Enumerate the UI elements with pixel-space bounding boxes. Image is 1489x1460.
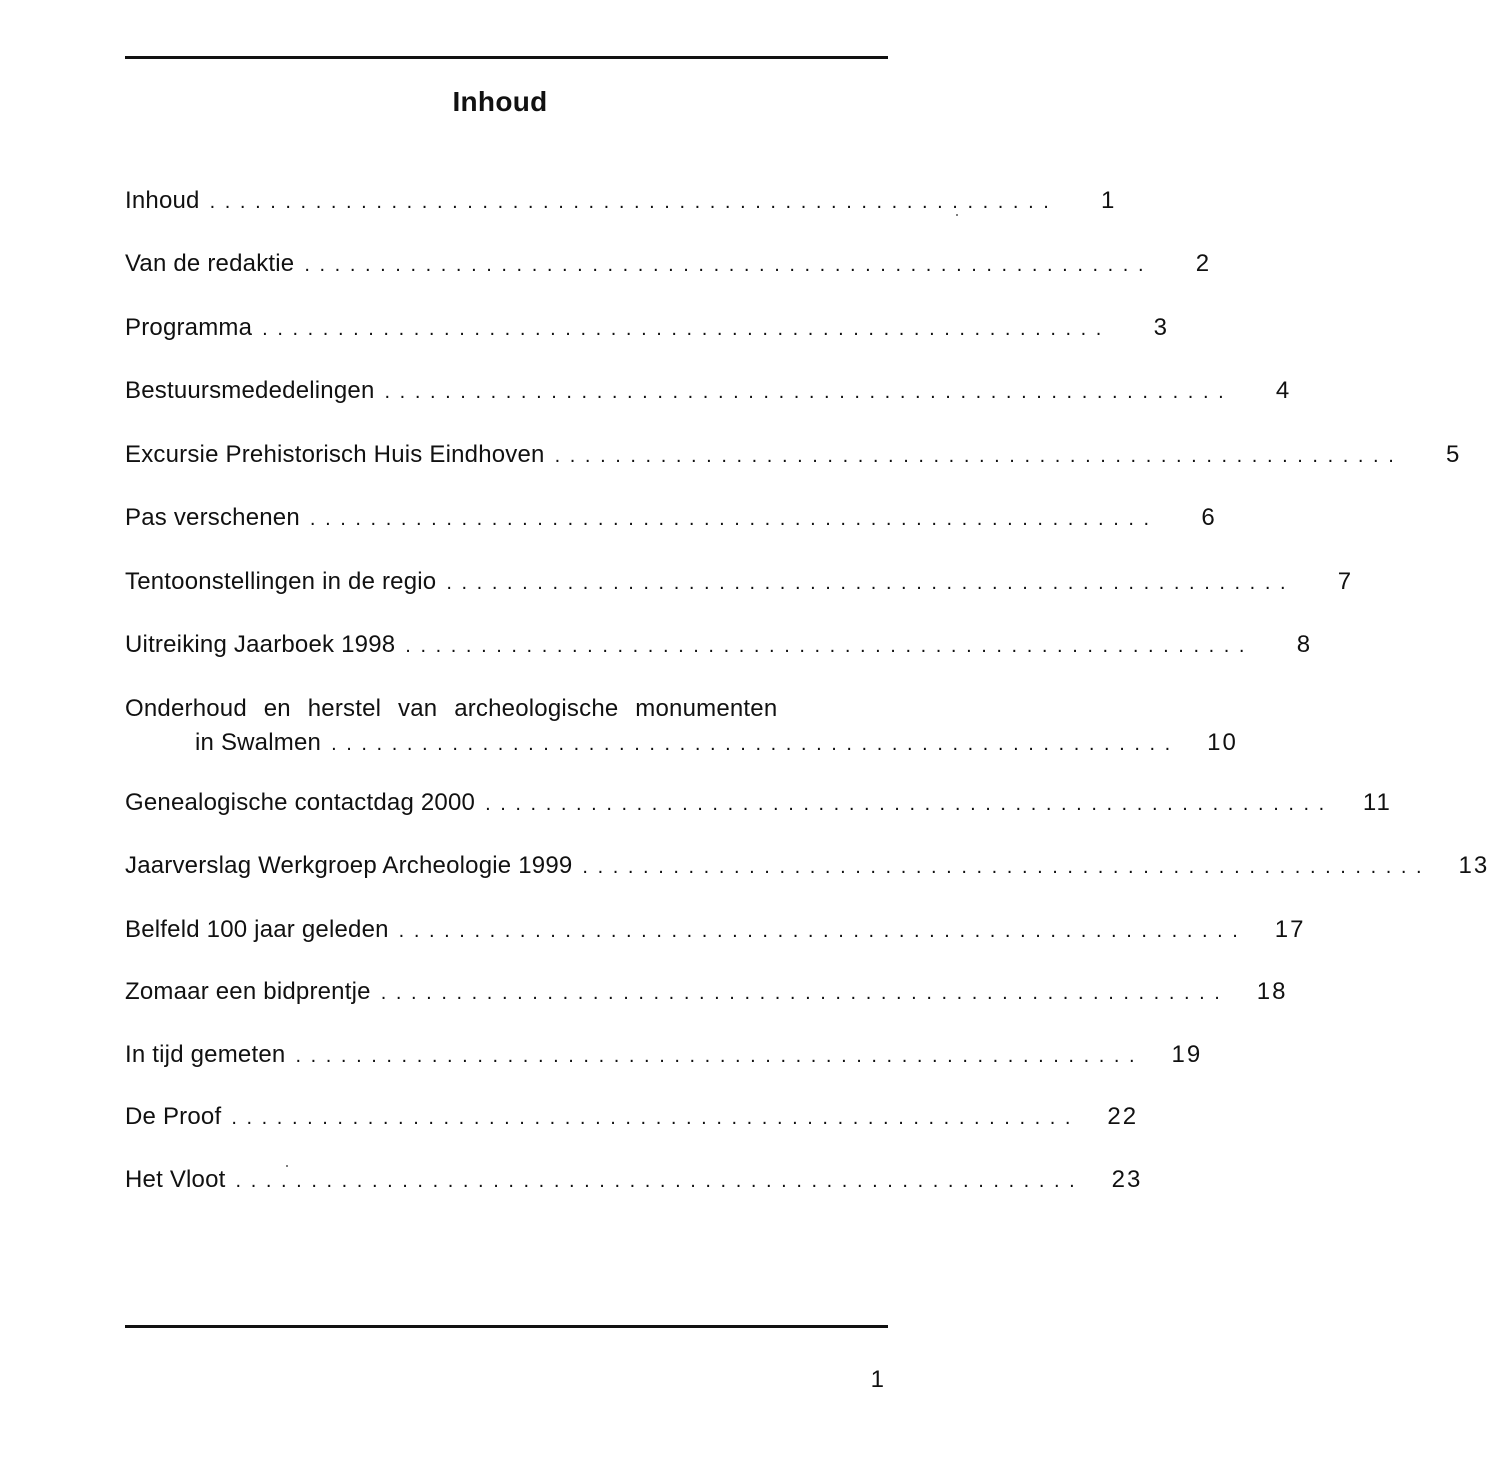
dot-leader: ........................................................ [398,920,1248,942]
toc-entry-page: 2 [1195,250,1212,277]
toc-entry-label-continued: in Swalmen [195,729,322,756]
toc-entry-page: 7 [1337,568,1354,595]
dot-leader: ........................................................ [384,381,1234,403]
toc-entry[interactable] [125,501,1217,535]
toc-entry-page: 18 [1256,978,1288,1005]
toc-entry-label: Tentoonstellingen in de regio [125,568,437,595]
toc-entry[interactable] [125,975,1288,1009]
toc-entry-page: 4 [1275,377,1292,404]
dot-leader: ........................................................ [331,733,1180,755]
toc-entry-label: Excursie Prehistorisch Huis Eindhoven [125,441,545,468]
dot-leader: ........................................................ [309,508,1159,530]
dot-leader: ........................................................ [554,445,1404,467]
toc-entry[interactable] [125,374,1292,408]
toc-entry[interactable] [125,311,1169,345]
top-rule [125,56,888,59]
dot-leader: ........................................................ [446,572,1296,594]
toc-entry[interactable] [125,565,1354,599]
toc-entry[interactable] [125,628,1313,662]
dot-leader: ........................................................ [304,254,1154,276]
toc-entry-label: Van de redaktie [125,250,295,277]
toc-entry[interactable] [125,438,1462,472]
dot-leader: ........................................................ [405,635,1255,657]
bottom-rule [125,1325,888,1328]
toc-entry-label: Onderhoud en herstel van archeologische monumenten [125,695,778,722]
toc-entry-label: Het Vloot [125,1166,226,1193]
dot-leader: ........................................................ [485,793,1334,815]
toc-entry-page: 3 [1153,314,1169,341]
toc-entry-label: Genealogische contactdag 2000 [125,789,476,816]
toc-entry-label: Zomaar een bidprentje [125,978,371,1005]
toc-entry-page: 8 [1296,631,1313,658]
toc-entry-label: Pas verschenen [125,504,300,531]
toc-entry[interactable] [125,786,1392,820]
dot-leader: ........................................................ [295,1045,1145,1067]
toc-entry-page: 23 [1111,1166,1143,1193]
toc-entry[interactable] [125,1038,1203,1072]
dot-leader: ........................................................ [209,191,1059,213]
toc-entry[interactable] [125,1100,1139,1134]
toc-entry-label: Jaarverslag Werkgroep Archeologie 1999 [125,852,573,879]
dot-leader: ........................................................ [262,318,1111,340]
scan-speck [286,1165,288,1167]
toc-entry[interactable] [125,692,1238,760]
dot-leader: ........................................................ [582,856,1432,878]
dot-leader: ........................................................ [380,982,1230,1004]
toc-entry-label: In tijd gemeten [125,1041,286,1068]
toc-entry-page: 11 [1362,789,1392,816]
toc-entry-page: 17 [1274,916,1306,943]
toc-entry-label: Bestuursmededelingen [125,377,375,404]
toc-entry-label: Belfeld 100 jaar geleden [125,916,389,943]
toc-entry-label: Inhoud [125,187,200,214]
toc-entry-page: 13 [1458,852,1489,879]
toc-entry-label: Programma [125,314,253,341]
toc-entry-page: 5 [1446,441,1462,468]
dot-leader: ........................................................ [235,1170,1085,1192]
dot-leader: ........................................................ [231,1107,1081,1129]
toc-entry-page: 1 [1101,187,1117,214]
toc-entry-page: 22 [1107,1103,1139,1130]
page-number: 1 [870,1366,884,1393]
page-title: Inhoud [452,86,548,117]
toc-entry[interactable] [125,184,1117,218]
toc-entry-label: De Proof [125,1103,222,1130]
toc-entry[interactable] [125,1163,1143,1197]
toc-entry-page: 10 [1207,729,1238,756]
toc-entry[interactable] [125,913,1306,947]
toc-entry-page: 19 [1171,1041,1203,1068]
toc-entry[interactable] [125,849,1489,883]
toc-entry-label: Uitreiking Jaarboek 1998 [125,631,396,658]
scan-speck [956,214,958,216]
toc-entry[interactable] [125,247,1212,281]
toc-entry-page: 6 [1201,504,1217,531]
